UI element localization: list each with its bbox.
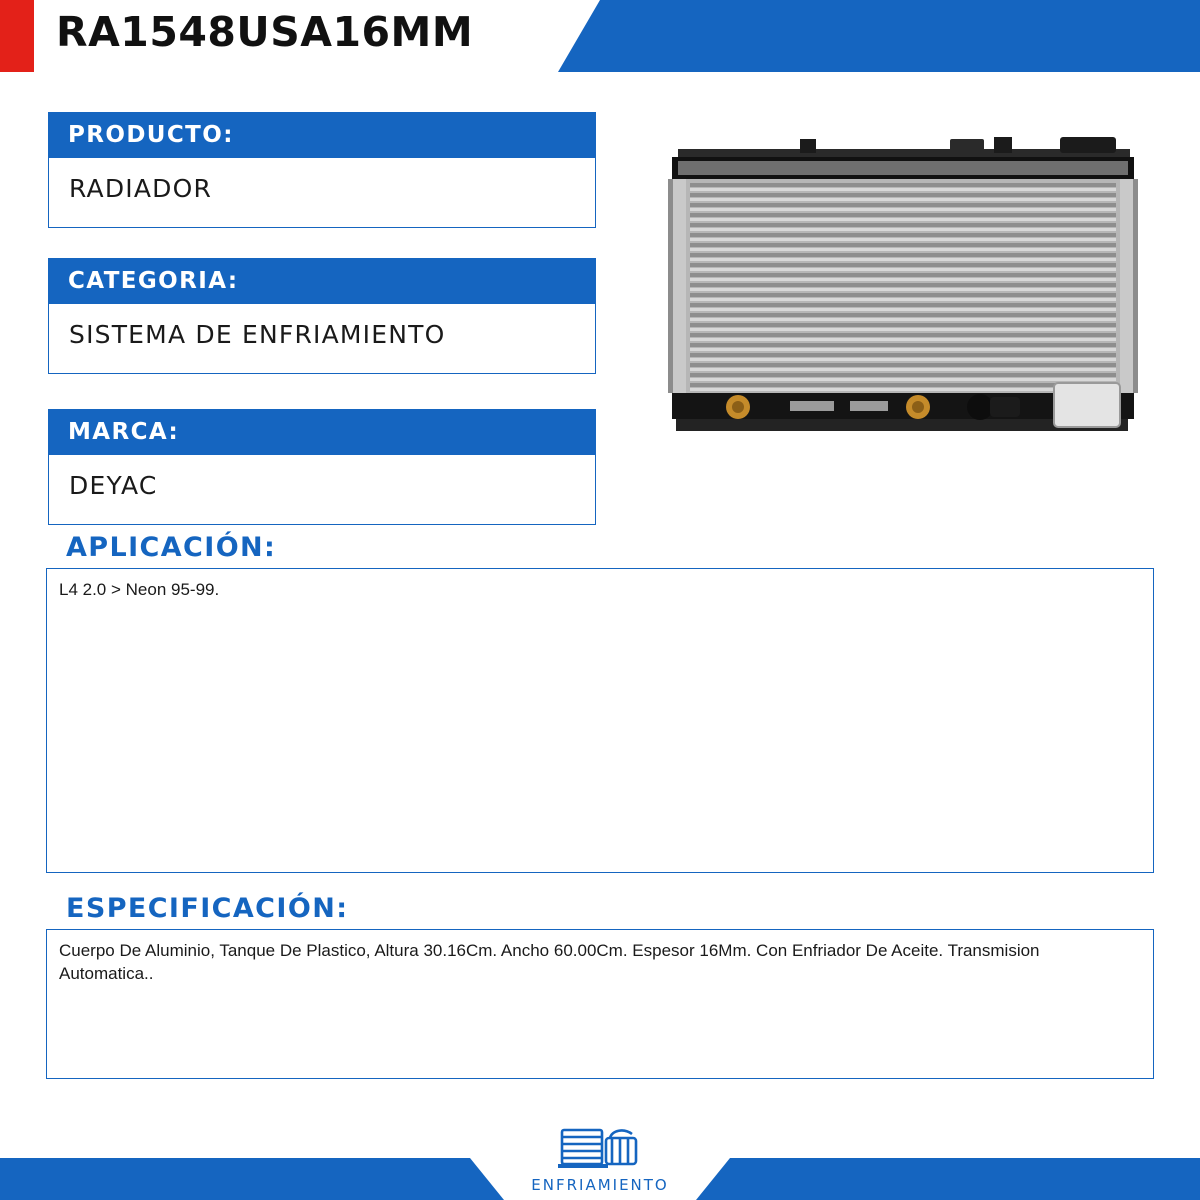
section-heading-aplicacion: APLICACIÓN: <box>66 532 277 563</box>
field-marca-value: DEYAC <box>48 455 596 525</box>
field-producto-label: PRODUCTO: <box>48 112 596 158</box>
footer-bar-right <box>730 1158 1200 1200</box>
radiator-fan-icon <box>554 1124 646 1174</box>
field-categoria-value: SISTEMA DE ENFRIAMIENTO <box>48 304 596 374</box>
header <box>0 0 1200 72</box>
footer-label: ENFRIAMIENTO <box>531 1176 669 1194</box>
footer <box>0 1158 1200 1200</box>
footer-center <box>470 1124 730 1200</box>
section-box-especificacion <box>46 929 1154 1079</box>
field-producto <box>48 112 596 228</box>
page-title: RA1548USA16MM <box>56 8 474 56</box>
field-producto-value: RADIADOR <box>48 158 596 228</box>
header-red-accent <box>0 0 34 72</box>
product-image <box>650 125 1160 455</box>
aplicacion-text: L4 2.0 > Neon 95-99. <box>59 580 220 599</box>
especificacion-text: Cuerpo De Aluminio, Tanque De Plastico, Altura 30.16Cm. Ancho 60.00Cm. Espesor 16Mm. Con Enfriador De Aceite. Transmision Automatica.. <box>59 941 1040 983</box>
header-blue-banner <box>600 0 1200 72</box>
field-marca-label: MARCA: <box>48 409 596 455</box>
section-box-aplicacion <box>46 568 1154 873</box>
field-marca <box>48 409 596 525</box>
section-heading-especificacion: ESPECIFICACIÓN: <box>66 893 349 924</box>
field-categoria <box>48 258 596 374</box>
field-categoria-label: CATEGORIA: <box>48 258 596 304</box>
radiator-illustration <box>650 125 1160 455</box>
footer-bar-left <box>0 1158 470 1200</box>
